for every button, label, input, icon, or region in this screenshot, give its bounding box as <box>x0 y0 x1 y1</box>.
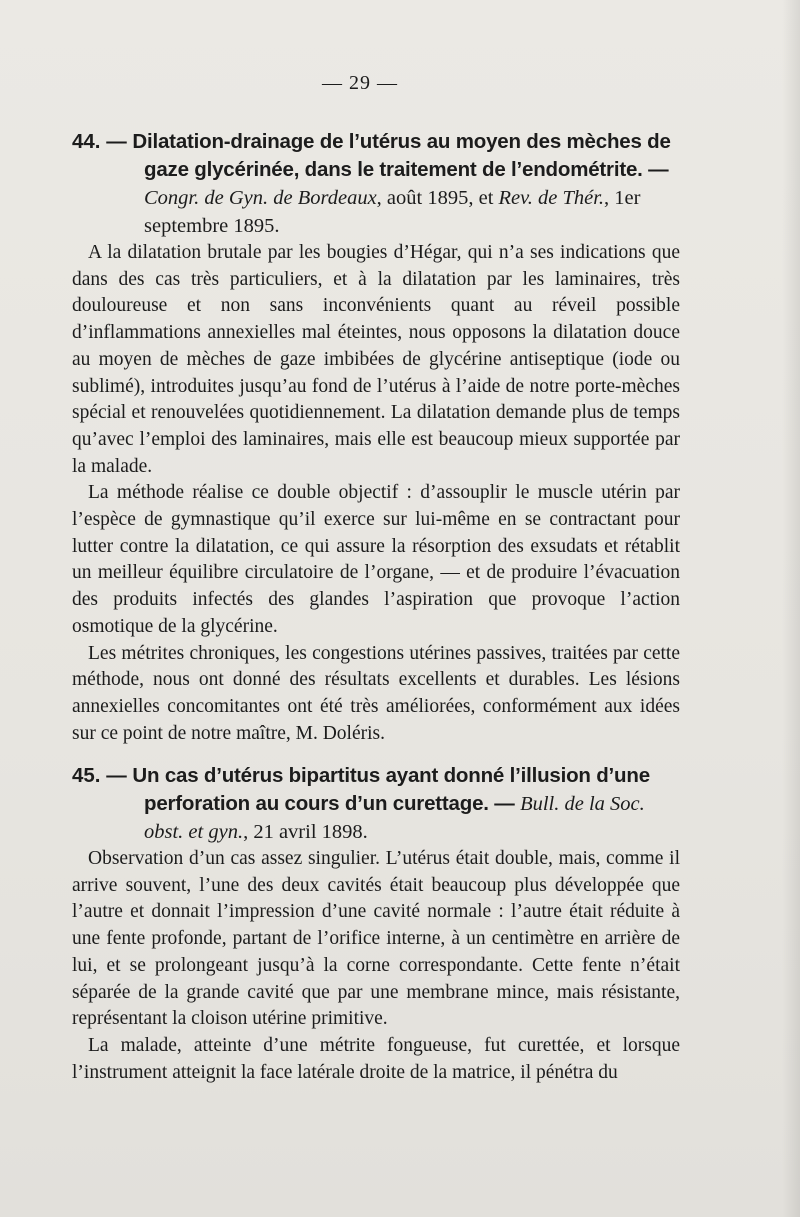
entry-45-title: Un cas d’utérus bipartitus ayant donné l’illusion d’une perforation au cours d’un curettage. — <box>132 764 650 815</box>
entry-45-ref-bulletin-date: , 21 avril 1898. <box>243 821 368 843</box>
entry-44-body <box>72 240 680 747</box>
entry-44-ref-review-date: , 1er septembre 1895. <box>144 187 641 237</box>
entry-45-paragraph-2: La malade, atteinte d’une métrite fongueuse, fut curettée, et lorsque l’instrument atteignit la face latérale droite de la matrice, il pénétra du <box>72 1034 680 1083</box>
entry-44-number: 44. — <box>72 130 133 153</box>
entry-44-ref-congress-date: , août 1895, et <box>376 187 499 209</box>
entry-44-ref-congress: Congr. de Gyn. de Bordeaux <box>144 187 377 209</box>
entry-45-number: 45. — <box>72 764 133 787</box>
entry-45-body <box>72 846 680 1086</box>
entry-44-paragraph-3: Les métrites chroniques, les congestions utérines passives, traitées par cette méthode, nous ont donné des résultats excellents et durables. Les lésions annexielles concomitantes ont été très améliorées, conformément aux idées sur ce point de notre maître, M. Doléris. <box>72 642 680 744</box>
entry-45-paragraph-1: Observation d’un cas assez singulier. L’utérus était double, mais, comme il arrive souvent, l’une des deux cavités était beaucoup plus développée que l’autre et donnait l’impression d’une cavité normale : l’autre était réduite à une fente profonde, partant de l’orifice interne, à un centimètre en arrière de lui, et se prolongeant jusqu’à la corne correspondante. Cette fente n’était séparée de la grande cavité que par une membrane mince, mais résistante, représentant la cloison utérine primitive. <box>72 848 680 1030</box>
entry-44 <box>72 128 680 240</box>
entry-44-paragraph-2: La méthode réalise ce double objectif : d’assouplir le muscle utérin par l’espèce de gymnastique qu’il exerce sur lui-même en se contractant pour lutter contre la dilatation, ce qui assure la résorption des exsudats et rétablit un meilleur équilibre circulatoire de l’organe, — et de produire l’évacuation des produits infectés des glandes l’aspiration que provoque l’action osmotique de la glycérine. <box>72 482 680 637</box>
entry-44-title: Dilatation-drainage de l’utérus au moyen des mèches de gaze glycérinée, dans le traitement de l’endométrite. — <box>132 130 671 181</box>
entry-45 <box>72 762 680 846</box>
entry-45-ref-bulletin: Bull. de la Soc. obst. et gyn. <box>144 793 645 843</box>
entry-45-heading <box>72 762 680 846</box>
entry-44-paragraph-1: A la dilatation brutale par les bougies d’Hégar, qui n’a ses indications que dans des cas très particuliers, et à la dilatation par les laminaires, très douloureuse et non sans inconvénients quant au réveil possible d’inflammations annexielles mal éteintes, nous opposons la dilatation douce au moyen de mèches de gaze imbibées de glycérine antiseptique (iode ou sublimé), introduites jusqu’au fond de l’utérus à l’aide de notre porte-mèches spécial et renouvelées quotidiennement. La dilatation demande plus de temps qu’avec l’emploi des laminaires, mais elle est beaucoup mieux supportée par la malade. <box>72 242 680 477</box>
scan-edge-shadow <box>782 0 800 1217</box>
page-number: — 29 — <box>322 72 398 94</box>
entry-44-heading <box>72 128 680 240</box>
entry-44-ref-review: Rev. de Thér. <box>498 187 605 209</box>
